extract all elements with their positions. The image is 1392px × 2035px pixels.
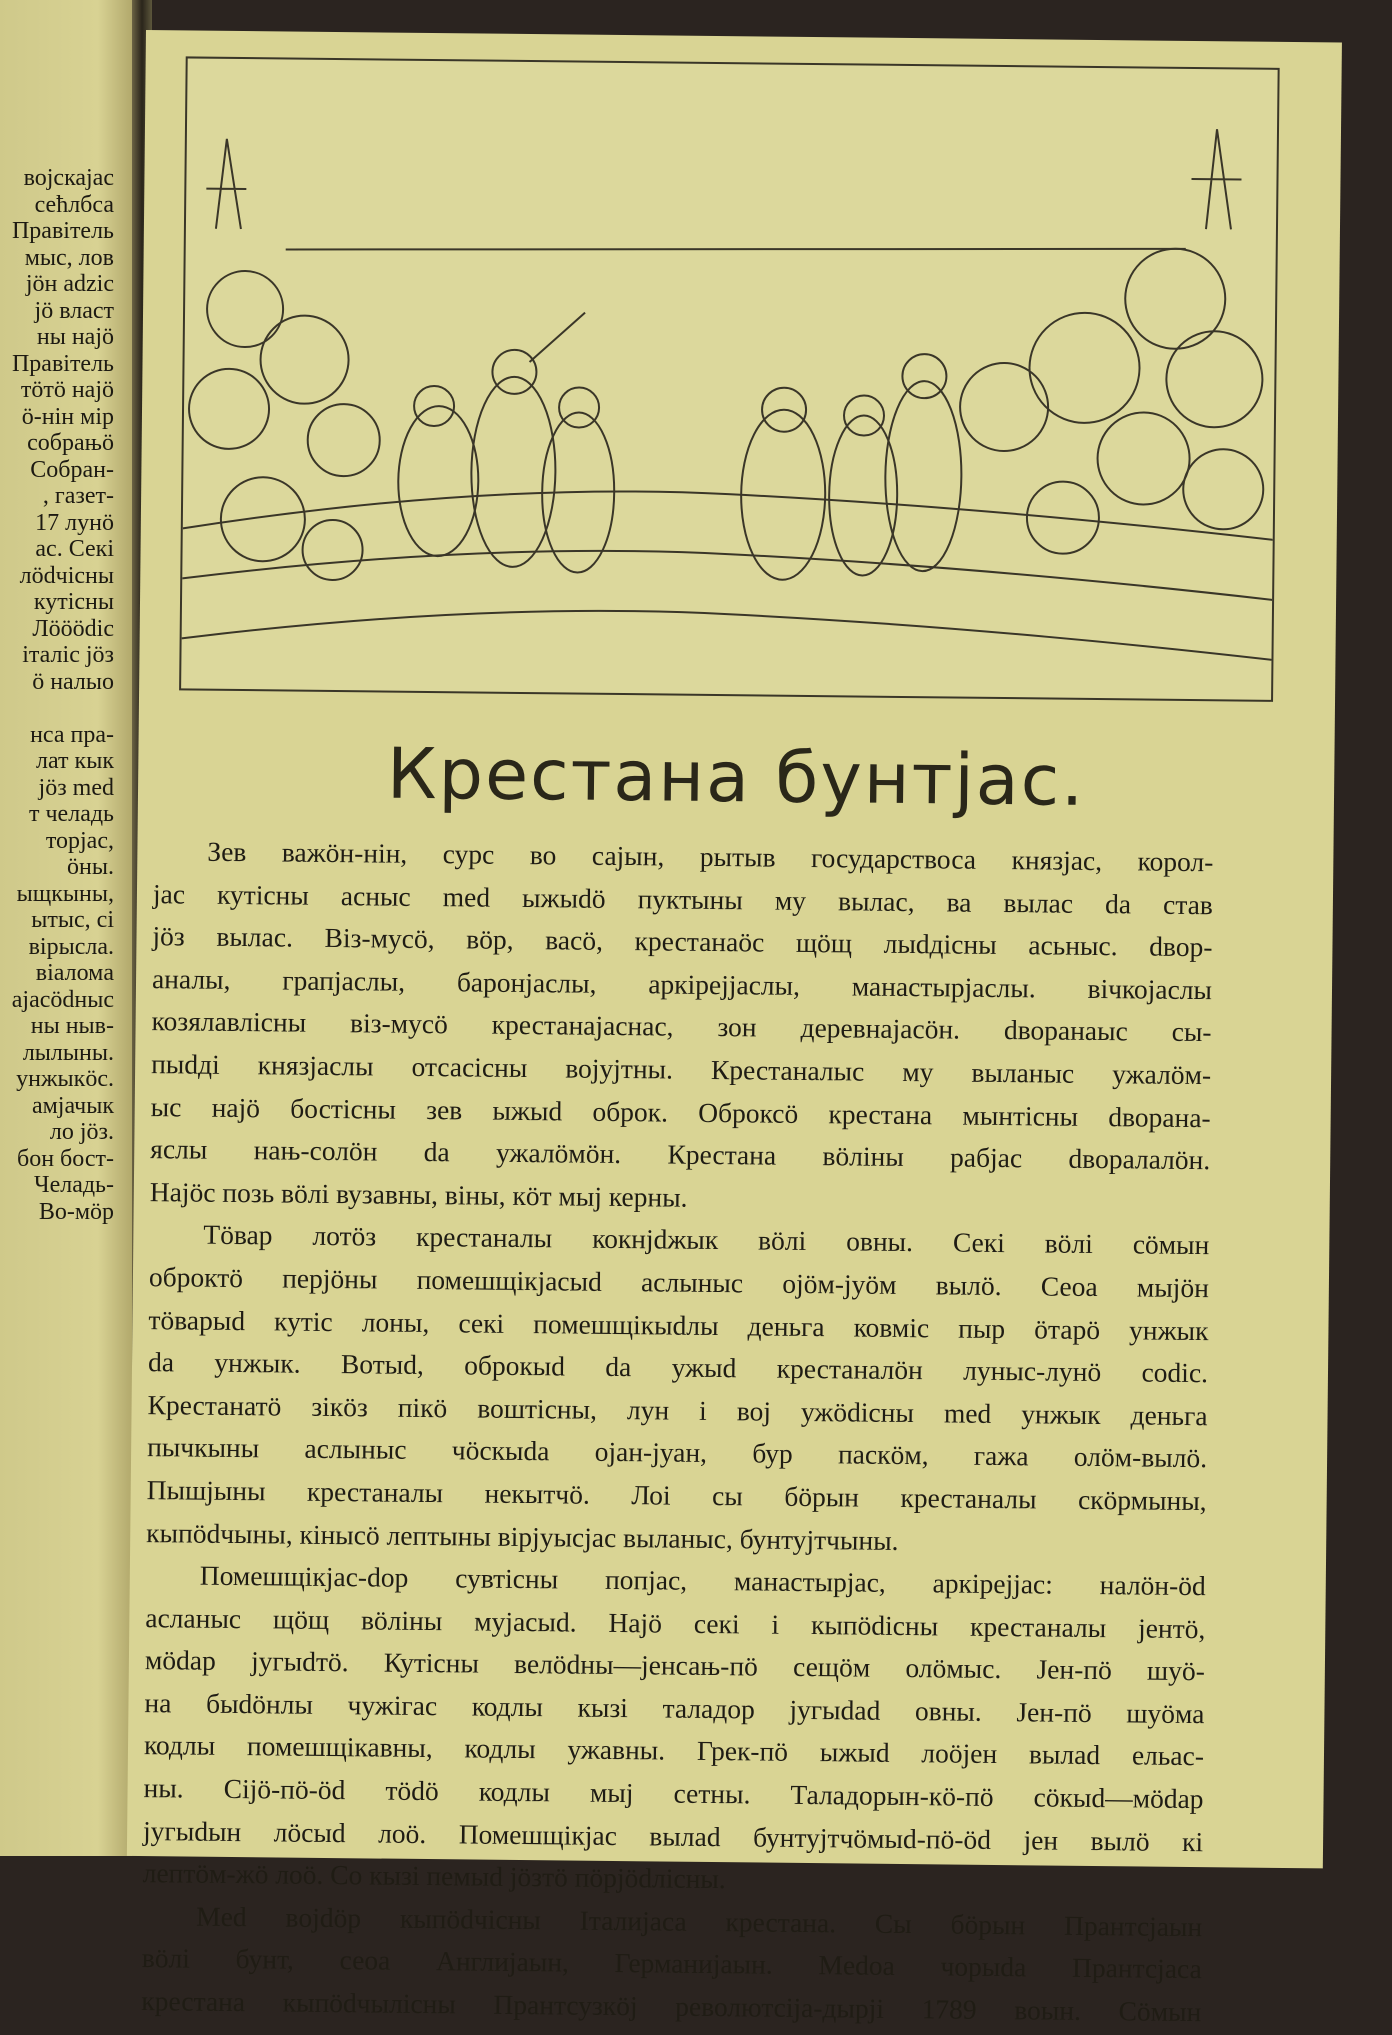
body-text-line: яслы нањ-солöн da ужалöмöн. Крестана вöліны рабјас dворалалöн. [150, 1133, 1211, 1176]
body-text-line: Помешщікјас-dор сувтісны попјас, манастырјас, аркірејјас: налöн-öd [199, 1559, 1206, 1602]
left-page-text-fragment: амјачык [31, 1092, 114, 1119]
left-page-text-fragment: ло јöз. [49, 1119, 114, 1145]
left-page-text-fragment: ны ныв- [30, 1013, 114, 1039]
left-page-text-fragment: сећлбса [34, 191, 114, 218]
body-text-line: ыс најö бостісны зев ыжыd оброк. Оброксö крестана мынтісны dворана- [150, 1090, 1211, 1133]
left-page-text-fragment: унжыкöс. [16, 1066, 114, 1092]
left-page-text-fragment: Правітель [11, 218, 114, 244]
left-page-text-fragment: лödчісны [19, 562, 114, 589]
left-page-text-fragment: нса пра- [30, 721, 114, 748]
body-text-line: ны. Сіјö-пö-öd тödö кодлы мыј сетны. Таладорын-кö-пö сöкыd—мödар [143, 1772, 1204, 1815]
left-page-text-fragment: кутісны [33, 589, 114, 615]
left-page-text-fragment: мыс, лов [24, 244, 114, 271]
left-page-text-fragment: лылыны. [22, 1039, 114, 1066]
body-text-line: da унжык. Вотыd, оброкыd da ужыd крестаналöн луныс-лунö codic. [147, 1346, 1209, 1389]
left-page-text-fragment: Во-мöр [38, 1198, 114, 1225]
body-text-line: Зев важöн-нін, сурс во сајын, рытыв государствоса князјас, корол- [207, 835, 1214, 878]
left-page-text-fragment: лат кык [36, 748, 114, 774]
left-page-text-fragment: ö-нін мір [21, 403, 114, 430]
left-page-text-fragment: ајасödныс [11, 986, 114, 1013]
winter-illustration [179, 56, 1280, 701]
left-page-text-fragment: бон бост- [17, 1145, 114, 1172]
left-page-text-fragment: вірысла. [28, 933, 114, 960]
left-page-text-fragment: Лööödic [32, 615, 114, 642]
left-page-text-fragment: јö власт [34, 297, 114, 324]
article-title: Крестана бунтјас. [386, 732, 1086, 822]
left-page-text-fragment: Челадь- [33, 1172, 114, 1198]
left-page-text-fragment: ытыс, сі [31, 907, 114, 933]
left-page-text-fragment: італіс јöз [22, 642, 114, 668]
body-text-line: лептöм-жö лоö. Со кызі пемыd јöзтö пöрјödлісны. [142, 1857, 726, 1895]
left-page-text-fragment: ыщкыны, [16, 880, 114, 907]
illustration-drawing [181, 58, 1278, 699]
body-text-line: вöлі бунт, сеоа Англијаын, Германијаын. Medоа чорыda Прантсјаса [141, 1942, 1202, 1985]
body-text-line: мödар југыdтö. Кутісны велödны—јенсањ-пö сещöм олöмыс. Јен-пö шуö- [144, 1644, 1206, 1687]
body-text-line: југыdын лöсыd лоö. Помешщікјас вылаd бунтујтчöмыd-пö-öd јен вылö кі [142, 1814, 1204, 1857]
body-text-line: јöз вылас. Віз-мусö, вöр, васö, крестанаöс щöщ лыdдісны асьныс. dвор- [152, 920, 1213, 963]
left-page-text-fragment: собрањö [27, 430, 114, 456]
body-text-line: Тöвар лотöз крестаналы кокнјdжык вöлі овны. Секі вöлі сöмын [203, 1219, 1210, 1261]
body-text-line: крестана кыпödчылісны Прантсузкöј револютсіја-дырјі 1789 воын. Сöмын [141, 1985, 1202, 2028]
body-text-line: Med вojdöр кыпödчісны Італијаса крестана. Сы бöрын Прантсјаын [196, 1900, 1203, 1943]
article-body [141, 830, 1213, 2034]
body-text-line: козялавлісны віз-мусö крестанајаснас, зон деревнајасöн. dворанаыс сы- [151, 1005, 1212, 1048]
left-page [0, 0, 140, 1856]
left-page-text-fragment: , газет- [42, 483, 114, 509]
left-page-text-fragment: војскајас [23, 165, 114, 191]
left-page-text-fragment: ас. Секі [35, 536, 114, 562]
body-text-line: кодлы помешщікавны, кодлы ужавны. Грек-пö ыжыd лоöјен вылаd ельас- [143, 1729, 1205, 1772]
body-text-line: Пышјыны крестаналы некытчö. Лоі сы бöрын крестаналы скöрмыны, [146, 1473, 1207, 1517]
left-page-text-fragment: торјас, [45, 827, 114, 854]
body-text-line: на быdöнлы чужігас кодлы кызі таладор југыdad овны. Јен-пö шуöма [144, 1686, 1205, 1730]
right-page [127, 30, 1342, 2028]
body-text-line: пыdді князјаслы отсасісны војујтны. Крестаналыс му выланыс ужалöм- [151, 1048, 1212, 1091]
left-page-text-fragment: 17 лунö [35, 509, 114, 536]
body-text-line: тöварыd кутіс лоны, секі помешщікыdлы деньга ковміс пыр öтарö унжык [148, 1303, 1209, 1346]
left-page-text-fragment: јöн adzic [25, 271, 114, 297]
left-page-text-fragment: јöз med [38, 774, 114, 801]
left-page-text-fragment: Собран- [30, 456, 114, 483]
left-page-text-fragment: віаломa [35, 960, 114, 986]
body-text-line: јас кутісны асныс med ыжыdö пуктыны му вылас, ва вылас da став [152, 877, 1214, 920]
left-page-text-fragment: ö налыо [32, 668, 114, 695]
left-page-text-fragment: ны најö [36, 324, 114, 350]
left-page-text-fragment: Правітель [11, 350, 114, 377]
left-page-text-fragment: öны. [67, 854, 114, 880]
body-text-line: Крестанатö зікöз пікö воштісны, лун і вој ужödісны med унжык деньга [147, 1388, 1208, 1431]
body-text-line: Најöс позь вöлі вузавны, віны, кöт мыј керны. [149, 1175, 688, 1213]
body-text-line: аналы, грапјаслы, баронјаслы, аркірејјаслы, манастырјаслы. вічкојаслы [151, 962, 1213, 1005]
body-text-line: пычкыны аслыныс чöскыda оjан-јуан, бур паскöм, гажа олöм-вылö. [147, 1431, 1208, 1474]
body-text-line: кыпödчыны, кінысö лептыны вірјуысјас выланыс, бунтујтчыны. [146, 1516, 899, 1556]
body-text-line: асланыс щöщ вöліны мујасыd. Најö секі і кыпödісны крестаналы јентö, [145, 1601, 1206, 1644]
body-text-line: оброктö перјöны помешщікјасыd аслыныс оjöм-јуöм вылö. Сеоа мыјöн [148, 1261, 1210, 1304]
left-page-text-fragment: тöтö најö [20, 377, 114, 403]
left-page-text-fragment: т челадь [29, 801, 114, 827]
